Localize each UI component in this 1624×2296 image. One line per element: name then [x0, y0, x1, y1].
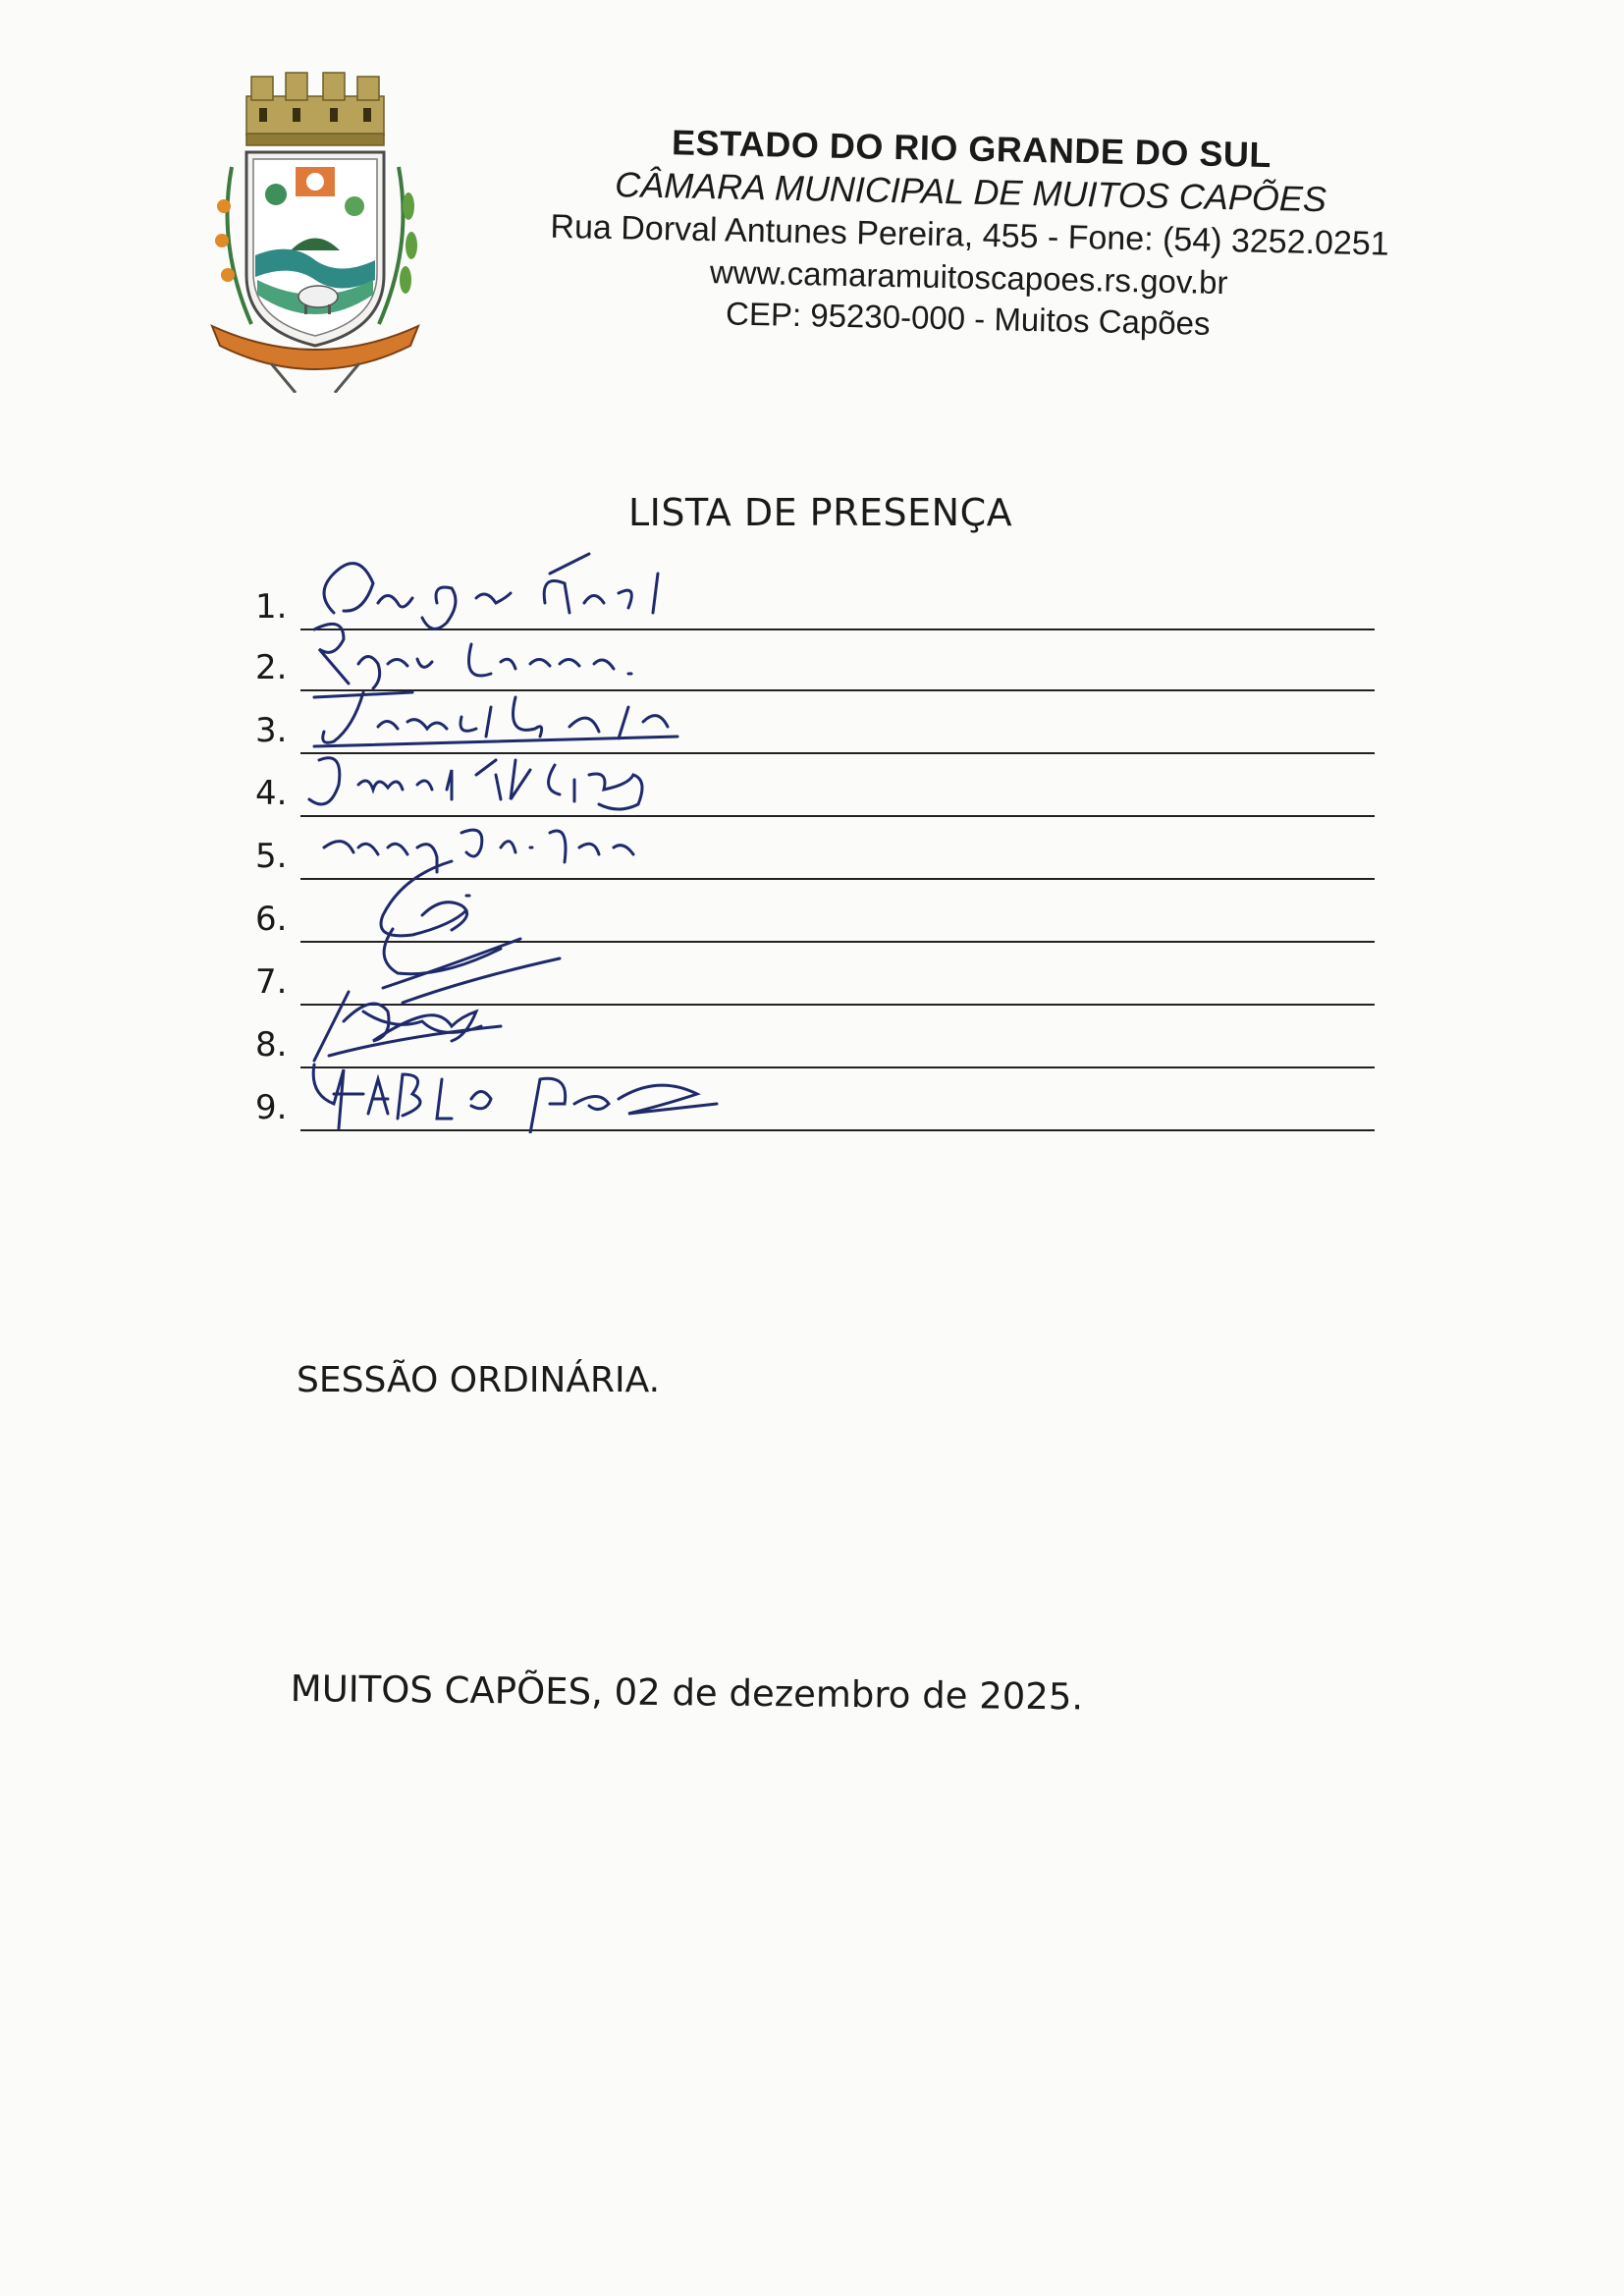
row-number: 4. [255, 774, 288, 813]
row-number: 6. [255, 900, 288, 939]
coat-of-arms-icon [192, 69, 438, 393]
letterhead [467, 118, 1473, 348]
page-title: LISTA DE PRESENÇA [628, 491, 1013, 534]
postal-code: CEP: 95230-000 - Muitos Capões [725, 295, 1211, 342]
website-link[interactable]: www.camaramuitoscapoes.rs.gov.br [709, 253, 1228, 301]
date-line: MUITOS CAPÕES, 02 de dezembro de 2025. [290, 1667, 1084, 1719]
row-number: 1. [255, 587, 288, 627]
signature-9-icon [304, 1045, 815, 1133]
attendance-row [255, 1070, 1375, 1131]
session-type: SESSÃO ORDINÁRIA. [297, 1360, 661, 1400]
row-number: 2. [255, 648, 288, 687]
row-number: 3. [255, 711, 288, 750]
row-number: 8. [255, 1025, 288, 1065]
row-number: 9. [255, 1088, 288, 1127]
state-name: ESTADO DO RIO GRANDE DO SUL [671, 122, 1272, 176]
address-phone: Rua Dorval Antunes Pereira, 455 - Fone: (54) 3252.0251 [550, 207, 1390, 263]
row-number: 7. [255, 962, 288, 1002]
chamber-name: CÂMARA MUNICIPAL DE MUITOS CAPÕES [614, 164, 1327, 220]
row-number: 5. [255, 837, 288, 876]
